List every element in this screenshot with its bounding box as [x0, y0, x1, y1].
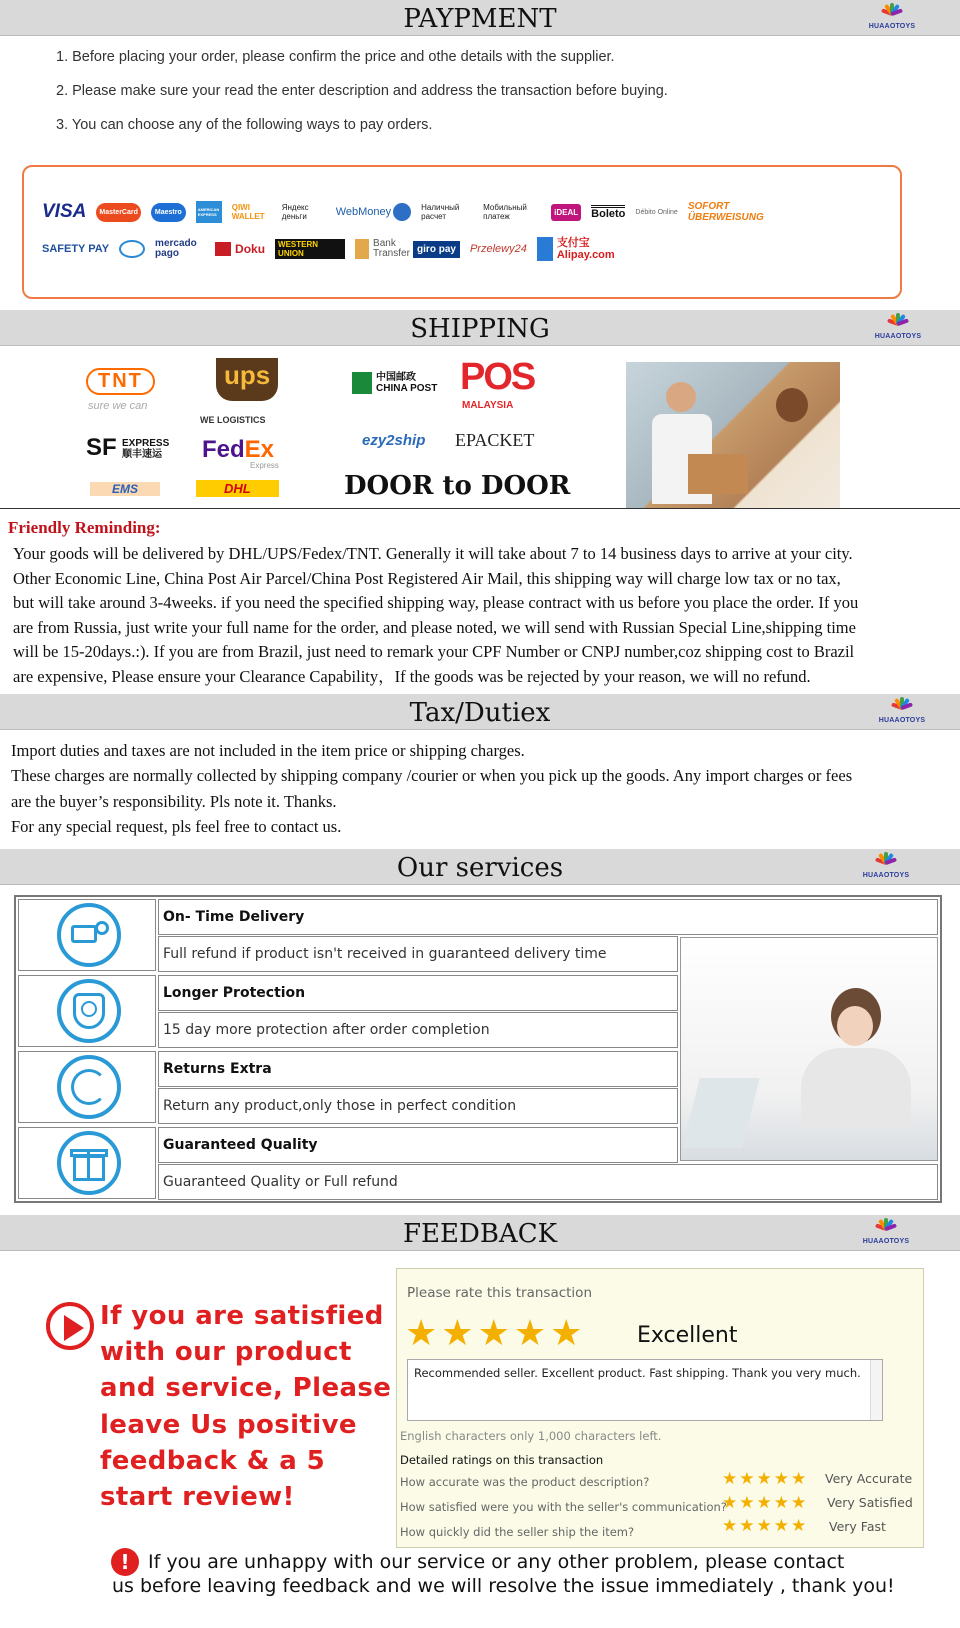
fedex-fed: Fed	[202, 436, 245, 463]
rating-answer: Very Accurate	[825, 1471, 913, 1486]
service-desc-cell	[158, 936, 678, 972]
maestro-logo: Maestro	[151, 203, 186, 222]
tax-header	[0, 694, 960, 730]
feedback-line: feedback & a 5	[100, 1445, 326, 1476]
service-title-cell	[158, 899, 938, 935]
comment-text: Recommended seller. Excellent product. Fast shipping. Thank you very much.	[414, 1366, 861, 1380]
overall-stars	[405, 1313, 586, 1353]
brand-logo	[860, 850, 912, 884]
tax-line: are the buyer’s responsibility. Pls note it. Thanks.	[11, 791, 337, 811]
reminder-line: are expensive, Please ensure your Clearance Capability，If the goods was be rejected by your reason, we will no refund.	[13, 666, 811, 686]
service-title: Returns Extra	[163, 1061, 272, 1077]
notice-line: us before leaving feedback and we will resolve the issue immediately , thank you!	[112, 1575, 895, 1597]
rating-answer: Very Fast	[829, 1519, 886, 1534]
tax-text	[11, 738, 951, 839]
shield-clock-icon	[57, 979, 121, 1043]
rating-stars: ★★★★★	[722, 1469, 809, 1488]
rating-stars: ★★★★★	[722, 1516, 809, 1535]
ups-logo: ups	[216, 358, 278, 401]
feedback-line: and service, Please	[100, 1373, 392, 1404]
gift-box-icon	[57, 1131, 121, 1195]
comment-textarea[interactable]	[407, 1359, 883, 1421]
services-title: Our services	[396, 853, 564, 883]
feedback-line: leave Us positive	[100, 1409, 357, 1440]
service-icon-cell	[18, 1127, 156, 1199]
services-header	[0, 849, 960, 885]
service-desc: Full refund if product isn't received in guaranteed delivery time	[163, 946, 607, 962]
yandex-money-logo: Яндекс деньги	[281, 203, 309, 221]
western-union-logo: WESTERN UNION	[275, 239, 345, 259]
cash-payment-logo: Наличный расчет	[421, 203, 460, 221]
service-desc-cell	[158, 1164, 938, 1200]
service-desc-cell	[158, 1088, 678, 1124]
arrow-right-icon	[46, 1302, 94, 1350]
alipay-logo: 支付宝 Alipay.com	[537, 237, 597, 261]
shipping-carriers	[0, 356, 960, 508]
ems-logo: EMS	[90, 482, 160, 496]
feedback-header	[0, 1215, 960, 1251]
star-icon[interactable]: ★	[550, 1313, 587, 1353]
sofort-logo: SOFORT ÜBERWEISUNG	[687, 201, 764, 223]
reminder-line: Other Economic Line, China Post Air Parcel/China Post Registered Air Mail, this shipping way will charge low tax or no tax,	[13, 568, 841, 588]
fedex-ex: Ex	[244, 436, 275, 463]
giropay-logo: giro pay	[413, 241, 460, 258]
ups-tagline: WE LOGISTICS	[200, 415, 266, 425]
service-title-cell	[158, 975, 678, 1011]
brand-name: HUAAOTOYS	[878, 717, 926, 724]
return-arrow-icon	[57, 1055, 121, 1119]
textarea-scrollbar[interactable]	[870, 1360, 882, 1420]
brand-logo	[866, 1, 918, 35]
tax-line: These charges are normally collected by shipping company /courier or when you pick up the goods. Any import charges or fees	[11, 766, 853, 786]
service-title-cell	[158, 1051, 678, 1087]
tax-line: Import duties and taxes are not included in the item price or shipping charges.	[11, 741, 525, 760]
pos-malaysia-logo: POS	[460, 356, 535, 398]
mobile-payment-logo: Мобильный платеж	[483, 203, 527, 221]
reminder-line: Your goods will be delivered by DHL/UPS/Fedex/TNT. Generally it will take about 7 to 14 business days to arrive at your city.	[13, 544, 853, 563]
brand-logo	[876, 695, 928, 729]
notice-line: If you are unhappy with our service or any other problem, please contact	[148, 1551, 845, 1573]
visa-logo: VISA	[42, 201, 87, 222]
china-post-logo: 中国邮政 CHINA POST	[352, 372, 442, 394]
feedback-title: FEEDBACK	[402, 1219, 558, 1249]
mastercard-logo: MasterCard	[96, 203, 141, 222]
door-to-door-logo: DOOR to DOOR	[344, 471, 571, 501]
rating-label: Excellent	[637, 1323, 738, 1348]
debito-online-logo: Débito Online	[635, 208, 678, 216]
service-icon-cell	[18, 899, 156, 971]
pos-country: MALAYSIA	[462, 400, 514, 411]
mercadopago-logo: mercado pago	[155, 238, 197, 259]
handshake-icon	[119, 240, 145, 258]
bank-transfer-logo: Bank Transfer	[355, 239, 403, 259]
rating-question: How satisfied were you with the seller's communication?	[400, 1500, 727, 1514]
shipping-header	[0, 310, 960, 346]
fedex-sub: Express	[250, 461, 279, 470]
rating-question: How accurate was the product description?	[400, 1475, 650, 1489]
globe-icon	[393, 203, 411, 221]
qiwi-logo: QIWI WALLET	[231, 203, 265, 221]
doku-logo: Doku	[215, 242, 265, 256]
service-desc: Return any product,only those in perfect condition	[163, 1098, 517, 1114]
reminder-line: are from Russia, just write your full name for the order, and please noted, we will send with Russian Special Line,shipping time	[13, 617, 856, 637]
feedback-line: start review!	[100, 1482, 295, 1513]
tnt-logo: TNT	[86, 368, 155, 395]
service-title: Guaranteed Quality	[163, 1137, 318, 1153]
delivery-truck-icon	[57, 903, 121, 967]
brand-logo	[872, 311, 924, 345]
brand-logo	[860, 1216, 912, 1250]
reminder-title: Friendly Reminding:	[8, 518, 161, 537]
rating-stars: ★★★★★	[722, 1493, 809, 1512]
service-title-cell	[158, 1127, 678, 1163]
star-icon[interactable]: ★	[477, 1313, 514, 1353]
ezy2ship-logo: ezy2ship	[362, 432, 426, 449]
star-icon[interactable]: ★	[405, 1313, 442, 1353]
feedback-request	[100, 1298, 400, 1515]
reminder-line: but will take around 3-4weeks. if you need the specified shipping way, please contract with us before you place the order. If you	[13, 593, 859, 613]
service-icon-cell	[18, 975, 156, 1047]
brand-name: HUAAOTOYS	[862, 1238, 910, 1245]
payment-methods-box	[22, 165, 902, 299]
support-agent-photo	[680, 937, 938, 1161]
sf-name: EXPRESS 顺丰速运	[122, 438, 170, 460]
ideal-logo: iDEAL	[551, 204, 581, 221]
tax-title: Tax/Dutiex	[409, 698, 551, 728]
payment-note: 3. You can choose any of the following ways to pay orders.	[56, 117, 433, 133]
service-desc-cell	[158, 1012, 678, 1048]
feedback-line: If you are satisfied	[100, 1301, 384, 1331]
tnt-tagline: sure we can	[88, 400, 148, 412]
sf-logo: SF	[86, 434, 117, 461]
contact-notice	[112, 1550, 952, 1598]
shipping-divider	[0, 508, 960, 509]
service-desc: 15 day more protection after order completion	[163, 1022, 490, 1038]
service-title: Longer Protection	[163, 985, 306, 1001]
amex-logo: AMERICAN EXPRESS	[196, 201, 222, 223]
services-table	[14, 895, 942, 1203]
rating-prompt: Please rate this transaction	[407, 1285, 592, 1301]
brand-name: HUAAOTOYS	[868, 23, 916, 30]
fedex-logo	[202, 436, 274, 464]
shipping-title: SHIPPING	[410, 314, 550, 344]
star-icon[interactable]: ★	[441, 1313, 478, 1353]
dhl-logo: DHL	[196, 480, 279, 497]
payment-note: 2. Please make sure your read the enter description and address the transaction before buying.	[56, 83, 668, 99]
payment-notes	[56, 44, 668, 146]
service-title: On- Time Delivery	[163, 909, 305, 925]
reminder-text	[13, 542, 948, 690]
payment-note: 1. Before placing your order, please confirm the price and othe details with the supplier.	[56, 49, 615, 65]
brand-name: HUAAOTOYS	[862, 872, 910, 879]
safetypay-logo: SAFETY PAY	[42, 243, 110, 255]
boleto-logo: Boleto	[591, 205, 625, 220]
brand-name: HUAAOTOYS	[874, 333, 922, 340]
feedback-line: with our product	[100, 1337, 352, 1368]
reminder-line: will be 15-20days.:). If you are from Brazil, just need to remark your CPF Number or CNPJ number,coz shipping cost to Brazil	[13, 642, 855, 662]
payment-header	[0, 0, 960, 36]
tax-line: For any special request, pls feel free to contact us.	[11, 816, 342, 836]
star-icon[interactable]: ★	[513, 1313, 551, 1353]
chars-left: English characters only 1,000 characters left.	[400, 1429, 662, 1443]
rating-question: How quickly did the seller ship the item?	[400, 1525, 635, 1539]
service-desc: Guaranteed Quality or Full refund	[163, 1174, 398, 1190]
delivery-photo	[626, 362, 840, 508]
przelewy24-logo: Przelewy24	[469, 243, 527, 255]
service-icon-cell	[18, 1051, 156, 1123]
payment-title: PAYPMENT	[403, 4, 557, 34]
epacket-logo: EPACKET	[455, 430, 535, 450]
rating-panel	[396, 1268, 924, 1548]
detailed-title: Detailed ratings on this transaction	[400, 1453, 604, 1467]
rating-answer: Very Satisfied	[827, 1495, 913, 1510]
alert-icon: !	[111, 1548, 139, 1576]
webmoney-logo: WebMoney	[335, 206, 392, 218]
